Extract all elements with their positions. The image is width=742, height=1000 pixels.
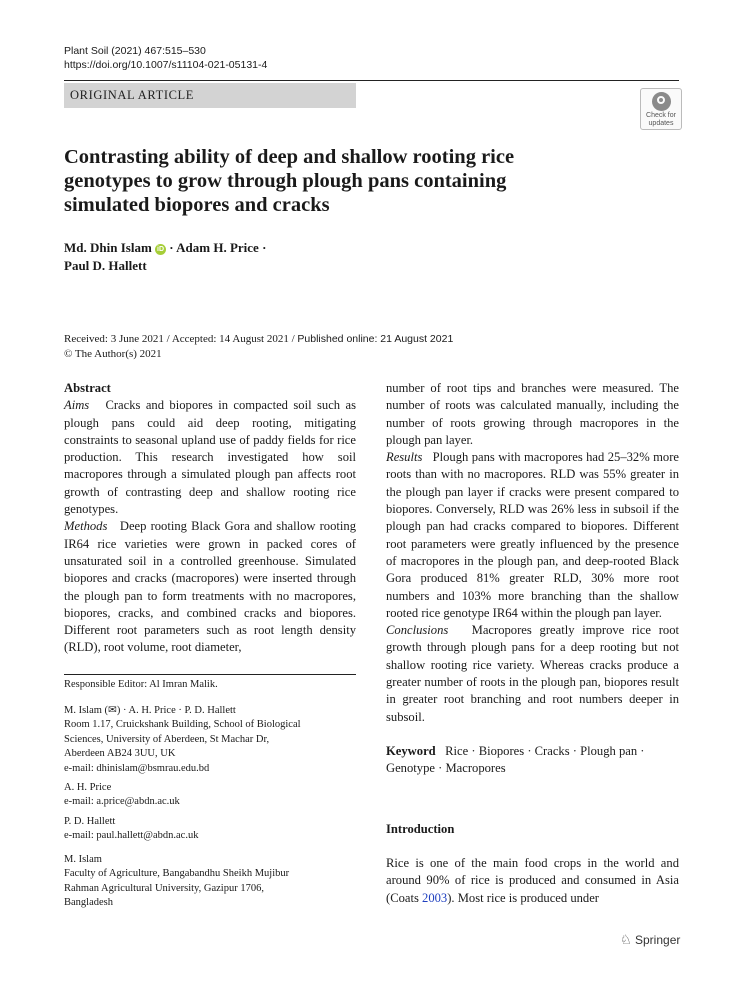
introduction-text: Rice is one of the main food crops in the world and around 90% of rice is produced and consumed in Asia (Coats 2003). Most rice is produced under: [386, 856, 679, 905]
crossmark-icon: [652, 92, 671, 111]
check-for-updates-button[interactable]: [640, 88, 682, 130]
copyright: © The Author(s) 2021: [64, 348, 162, 360]
affiliation-price: [64, 781, 180, 810]
check-label-2: updates: [648, 120, 674, 127]
abstract-results: Results Plough pans with macropores had 25–32% more roots than with no macropores. RLD was 55% greater in the plough pan layer if cracks were present compared to biopores. Conversely, RLD was 26% less in subsoil if the plough pan had cracks compared to biopores. Different root parameters were greatly influenced by the presence of macropores in the plough pan, and deep-rooted Black Gora produced 81% greater RLD, 30% more root numbers and 103% more branching than the shallow rooted rice genotype IR64 within the plough pan layer.: [386, 450, 679, 620]
title-line: Contrasting ability of deep and shallow rooting rice: [64, 146, 515, 168]
author-name: A. H. Price: [64, 782, 112, 793]
address-line: Aberdeen AB24 3UU, UK: [64, 748, 176, 760]
keywords: Keyword Rice · Biopores · Cracks · Plough pan · Genotype · Macropores: [386, 743, 645, 776]
address-line: Faculty of Agriculture, Bangabandhu Sheikh Mujibur: [64, 868, 290, 880]
author-islam[interactable]: Md. Dhin Islam: [64, 240, 152, 255]
citation-link[interactable]: 2003: [422, 890, 448, 905]
author-name: P. D. Hallett: [64, 816, 116, 827]
affiliation-bsmrau: [64, 853, 289, 911]
article-title: [64, 145, 604, 217]
publisher-name: Springer: [635, 933, 681, 947]
abstract-methods: Methods Deep rooting Black Gora and shallow rooting IR64 rice varieties were grown in packed cores of unsaturated soil in a controlled greenhouse. Simulated biopores and cracks (macropores) were inserted through the plough pan to form treatments with no macropores, biopores, cracks, and combined cracks and biopores. Different root parameters such as root length density (RLD), root volume, root diameter,: [64, 519, 356, 655]
journal-citation: Plant Soil (2021) 467:515–530: [64, 45, 206, 57]
address-line: Sciences, University of Aberdeen, St Machar Dr,: [64, 733, 270, 745]
footnote-rule: [64, 674, 356, 675]
author-hallett[interactable]: Paul D. Hallett: [64, 258, 147, 273]
abstract-heading: Abstract: [64, 381, 111, 395]
abstract-right-column: [386, 380, 679, 778]
address-line: Room 1.17, Cruickshank Building, School of Biological: [64, 719, 301, 731]
doi-link[interactable]: https://doi.org/10.1007/s11104-021-05131-4: [64, 59, 268, 71]
article-dates: [64, 332, 453, 362]
header-rule: [64, 80, 679, 81]
author-name: M. Islam: [64, 854, 102, 865]
journal-header: [64, 44, 267, 72]
corresponding-authors: M. Islam (✉) · A. H. Price · P. D. Hallett: [64, 705, 236, 716]
article-type-badge: ORIGINAL ARTICLE: [64, 83, 356, 108]
email-hallett[interactable]: e-mail: paul.hallett@abdn.ac.uk: [64, 830, 199, 842]
received-accepted: Received: 3 June 2021 / Accepted: 14 August 2021 /: [64, 333, 298, 345]
title-line: genotypes to grow through plough pans containing: [64, 170, 507, 192]
abstract-left-column: [64, 380, 356, 657]
introduction-heading: Introduction: [386, 822, 455, 836]
email-islam[interactable]: e-mail: dhinislam@bsmrau.edu.bd: [64, 762, 210, 774]
check-label-1: Check for: [646, 112, 676, 119]
springer-horse-icon: ♘: [620, 932, 632, 947]
abstract-conclusions: Conclusions Macropores greatly improve rice root growth through plough pans for a deep rooting but not shallow rooting rice variety. Whereas cracks produce a greater number of roots in the plough pan, biopores result in greater root branching and root numbers deeper in subsoil.: [386, 623, 679, 724]
abstract-aims: Aims Cracks and biopores in compacted soil such as plough pans could aid deep rooting, mitigating constraints to seasonal upland use of paddy fields for rice production. This research investigated how soil macropores through a simulated plough pan affects root growth of contrasting deep and shallow rooting rice genotypes.: [64, 398, 356, 517]
address-line: Rahman Agricultural University, Gazipur 1706,: [64, 882, 264, 894]
published-online: Published online: 21 August 2021: [297, 333, 454, 345]
address-line: Bangladesh: [64, 897, 113, 909]
affiliation-hallett: [64, 815, 198, 844]
responsible-editor: Responsible Editor: Al Imran Malik.: [64, 679, 218, 690]
orcid-icon[interactable]: iD: [157, 246, 165, 253]
author-list: [64, 239, 266, 275]
affiliation-aberdeen: [64, 704, 301, 776]
publisher-logo: [620, 932, 680, 948]
email-price[interactable]: e-mail: a.price@abdn.ac.uk: [64, 796, 180, 808]
title-line: simulated biopores and cracks: [64, 194, 330, 216]
author-price[interactable]: · Adam H. Price ·: [169, 240, 267, 255]
abstract-methods-cont: number of root tips and branches were measured. The number of roots was calculated manually, including the number of roots growing through macropores in the plough pan layer.: [386, 381, 679, 447]
